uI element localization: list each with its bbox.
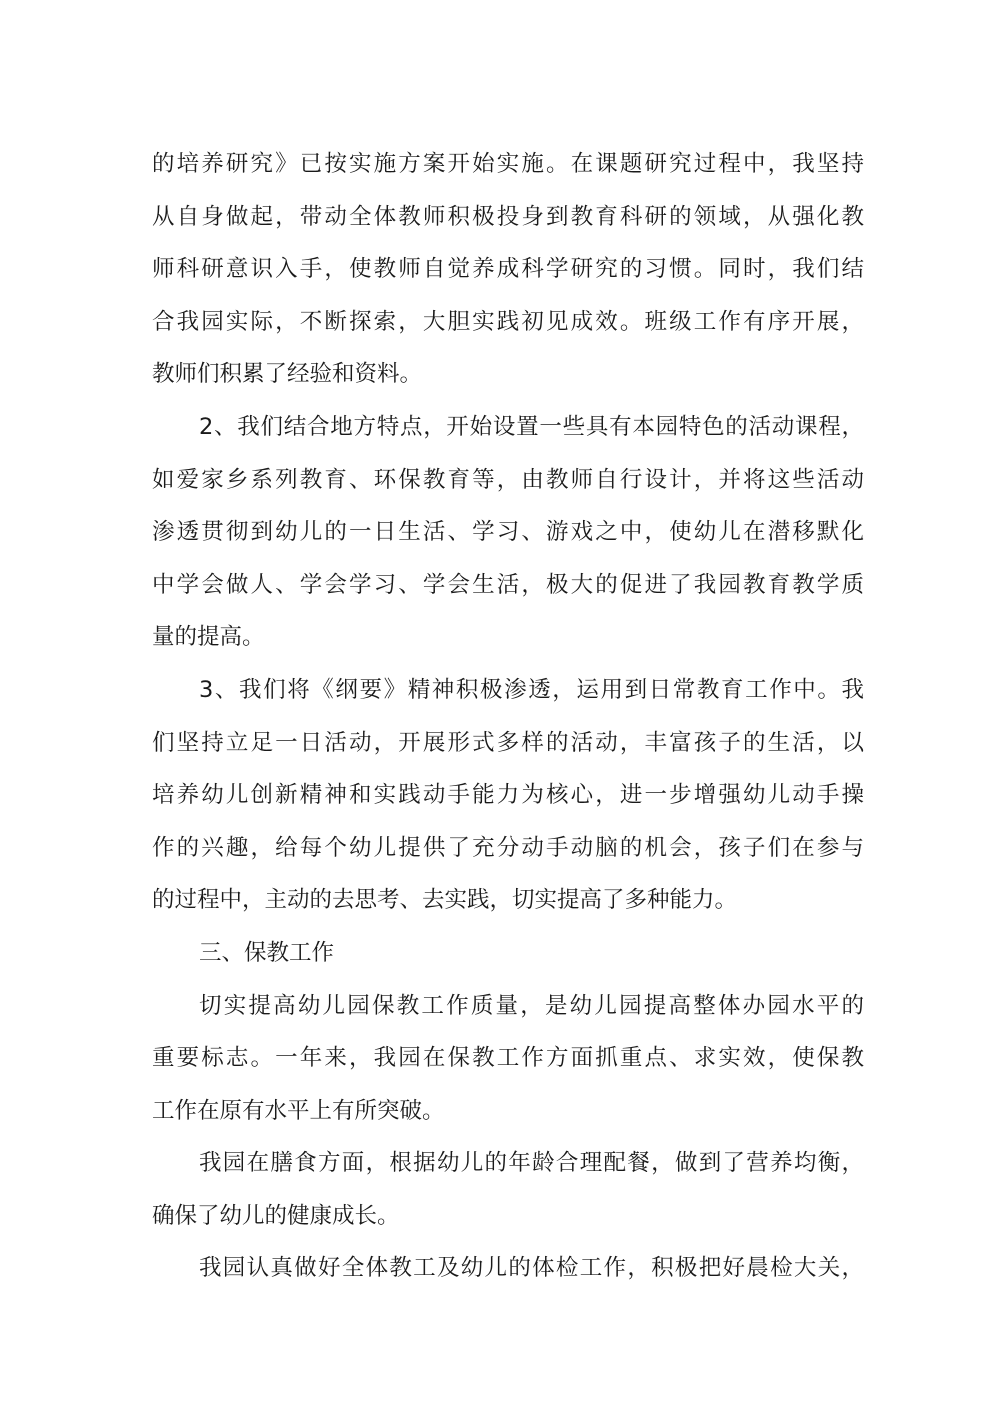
text-line: 重要标志。一年来，我园在保教工作方面抓重点、求实效，使保教 [152, 1045, 864, 1072]
text-line: 的过程中，主动的去思考、去实践，切实提高了多种能力。 [152, 887, 738, 914]
text-line: 量的提高。 [152, 624, 265, 651]
text-line: 从自身做起，带动全体教师积极投身到教育科研的领域，从强化教 [152, 203, 864, 230]
text-line: 渗透贯彻到幼儿的一日生活、学习、游戏之中，使幼儿在潜移默化 [152, 519, 864, 546]
section-heading-childcare [152, 927, 864, 980]
paragraph-diet [152, 1137, 864, 1242]
text-line: 工作在原有水平上有所突破。 [152, 1097, 445, 1124]
text-line: 的培养研究》已按实施方案开始实施。在课题研究过程中，我坚持 [152, 151, 864, 177]
paragraph-item-3 [152, 664, 864, 927]
text-line: 中学会做人、学会学习、学会生活，极大的促进了我园教育教学质 [152, 571, 864, 598]
text-line: 作的兴趣，给每个幼儿提供了充分动手动脑的机会，孩子们在参与 [152, 834, 864, 861]
paragraph-item-2 [152, 401, 864, 664]
text-line: 培养幼儿创新精神和实践动手能力为核心，进一步增强幼儿动手操 [152, 782, 864, 809]
text-line: 确保了幼儿的健康成长。 [152, 1202, 400, 1229]
text-line: 切实提高幼儿园保教工作质量，是幼儿园提高整体办园水平的 [199, 992, 864, 1019]
heading-text: 三、保教工作 [199, 939, 335, 966]
text-line: 我园在膳食方面，根据幼儿的年龄合理配餐，做到了营养均衡， [199, 1150, 864, 1177]
document-page [152, 138, 864, 1295]
paragraph-research [152, 138, 864, 401]
text-line: 如爱家乡系列教育、环保教育等，由教师自行设计，并将这些活动 [152, 466, 864, 493]
paragraph-childcare-quality [152, 980, 864, 1138]
text-line: 3、我们将《纲要》精神积极渗透，运用到日常教育工作中。我 [199, 676, 864, 703]
text-line: 合我园实际，不断探索，大胆实践初见成效。班级工作有序开展， [152, 308, 864, 335]
text-line: 我园认真做好全体教工及幼儿的体检工作，积极把好晨检大关， [199, 1255, 864, 1282]
text-line: 教师们积累了经验和资料。 [152, 361, 423, 388]
text-line: 2、我们结合地方特点，开始设置一些具有本园特色的活动课程， [199, 413, 864, 440]
paragraph-health-check [152, 1242, 864, 1295]
text-line: 师科研意识入手，使教师自觉养成科学研究的习惯。同时，我们结 [152, 256, 864, 283]
text-line: 们坚持立足一日活动，开展形式多样的活动，丰富孩子的生活，以 [152, 729, 864, 756]
